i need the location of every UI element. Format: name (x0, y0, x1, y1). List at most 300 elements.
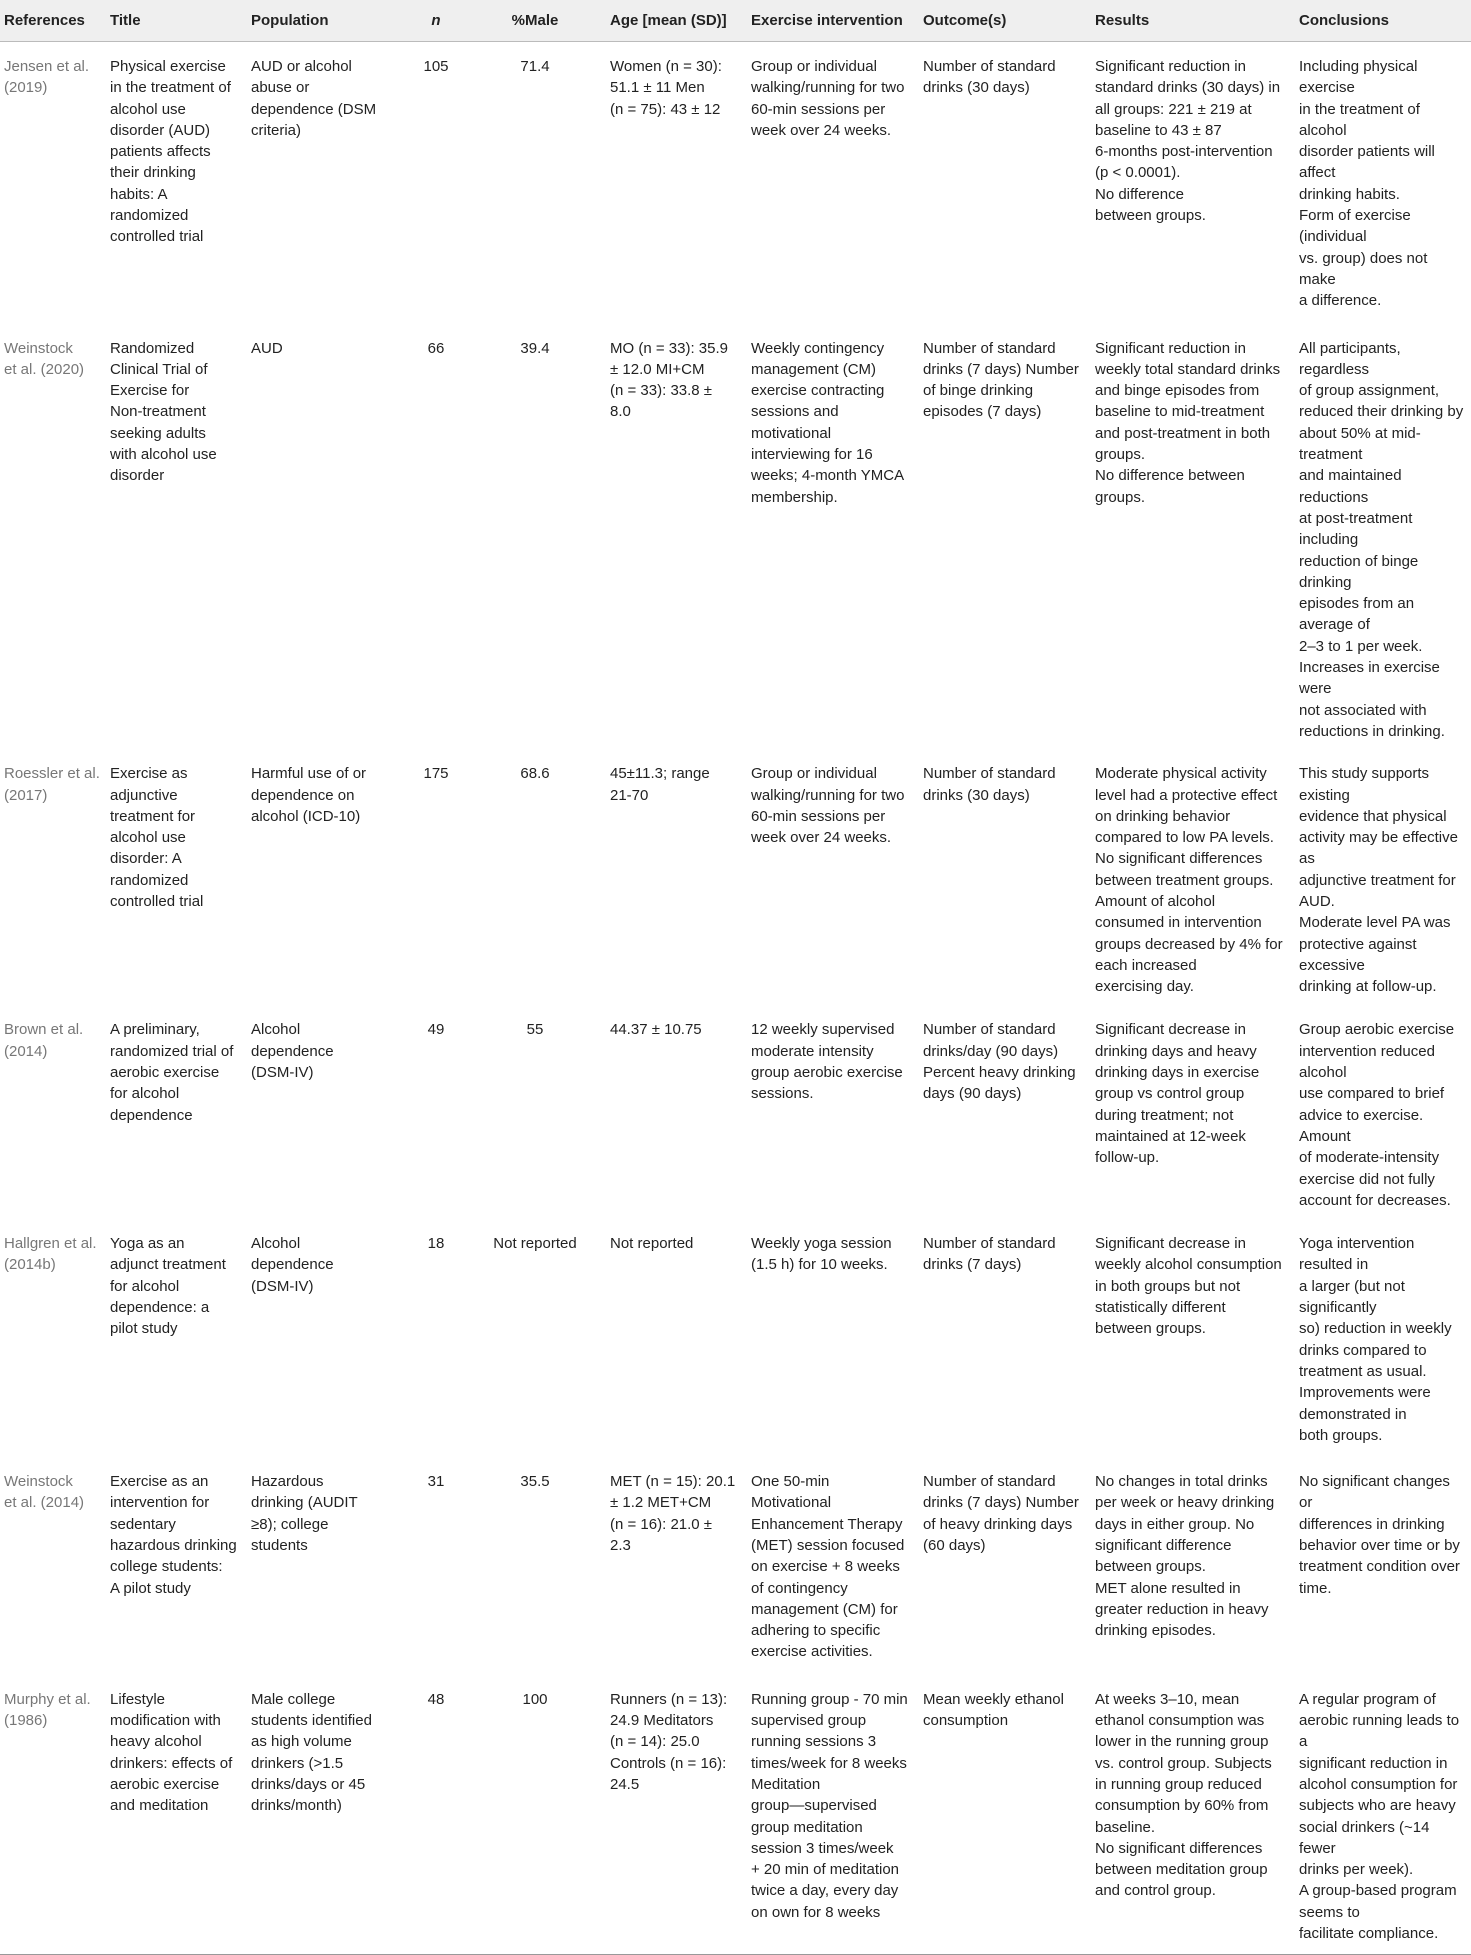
cell-line: hazardous drinking (110, 1537, 237, 1554)
cell-line: heavy alcohol (110, 1733, 202, 1751)
cell-line: and control group. (1095, 1882, 1216, 1900)
cell-age (606, 1005, 747, 1219)
cell-line: drinking habits. (1299, 185, 1400, 203)
cell-line: dependence (110, 1106, 193, 1124)
cell-line: in the treatment of alcohol (1299, 100, 1420, 139)
cell-line: drinks (7 days) Number (923, 360, 1079, 378)
cell-male: 71.4 (520, 58, 550, 75)
cell-line: A pilot study (110, 1579, 191, 1597)
cell-line: No significant changes or (1299, 1473, 1450, 1512)
cell-line: drinkers: effects of (110, 1754, 233, 1772)
cell-line: disorder (AUD) (110, 121, 211, 139)
cell-n: 31 (427, 1473, 445, 1491)
cell-title (106, 1219, 247, 1457)
cell-exercise-intervention (747, 749, 919, 1005)
cell-line: drinks/days or 45 (251, 1775, 366, 1793)
cell-line: significant reduction in (1299, 1754, 1448, 1772)
cell-line: Amount of alcohol (1095, 892, 1216, 910)
cell-line: treatment for (110, 807, 196, 825)
cell-reference (0, 1457, 106, 1675)
cell-line: 21-70 (610, 786, 649, 804)
cell-line: episodes from an average of (1299, 595, 1415, 634)
table-row (0, 324, 1471, 750)
cell-line: sessions and (751, 403, 839, 421)
cell-line: All participants, regardless (1299, 339, 1401, 378)
cell-line: et al. (2014) (4, 1494, 85, 1512)
cell-line: evidence that physical (1299, 807, 1447, 825)
cell-line: moderate intensity (751, 1042, 874, 1060)
cell-exercise-intervention (747, 1675, 919, 1955)
cell-male: 55 (526, 1021, 544, 1039)
cell-line: Yoga intervention resulted in (1299, 1235, 1415, 1274)
cell-line: Not reported (610, 1235, 694, 1253)
cell-line: supervised group (751, 1712, 867, 1730)
cell-line: Yoga as an (110, 1235, 185, 1253)
cell-line: abuse or (251, 79, 310, 97)
cell-male: 39.4 (520, 339, 550, 357)
cell-line: differences in drinking (1299, 1515, 1445, 1533)
cell-line: intervention for (110, 1494, 210, 1512)
cell-line: episodes (7 days) (923, 403, 1042, 421)
cell-line: both groups. (1299, 1426, 1383, 1444)
cell-line: Women (n = 30): (610, 58, 722, 75)
cell-line: seems to (1299, 1903, 1360, 1921)
cell-n: 105 (423, 58, 449, 75)
cell-line: + 20 min of meditation (751, 1861, 900, 1879)
cell-line: 60-min sessions per (751, 807, 886, 825)
cell-title (106, 1457, 247, 1675)
cell-line: for alcohol (110, 1277, 180, 1295)
cell-title (106, 1675, 247, 1955)
cell-line: aerobic running leads to a (1299, 1712, 1460, 1751)
cell-line: Moderate level PA was (1299, 914, 1451, 932)
cell-line: Runners (n = 13): (610, 1690, 728, 1708)
cell-line: each increased (1095, 956, 1197, 974)
cell-line: 45±11.3; range (610, 765, 710, 783)
cell-line: demonstrated in (1299, 1405, 1407, 1423)
cell-line: A group-based program (1299, 1882, 1457, 1900)
cell-line: sessions. (751, 1085, 814, 1103)
cell-line: lower in the running group (1095, 1733, 1269, 1751)
cell-line: groups decreased by 4% for (1095, 935, 1283, 953)
header-conclusions: Conclusions (1295, 0, 1471, 42)
cell-line: Male college (251, 1690, 336, 1708)
cell-line: (2017) (4, 786, 48, 804)
cell-line: et al. (2020) (4, 360, 85, 378)
cell-line: groups. (1095, 446, 1146, 464)
cell-line: and maintained reductions (1299, 467, 1402, 506)
cell-line: week over 24 weeks. (751, 829, 892, 847)
cell-line: group vs control group (1095, 1085, 1245, 1103)
cell-line: in the treatment of (110, 79, 231, 97)
cell-line: disorder (110, 467, 165, 485)
cell-line: No difference (1095, 185, 1184, 203)
cell-line: compared to low PA levels. (1095, 829, 1274, 847)
cell-line: use compared to brief (1299, 1085, 1445, 1103)
cell-line: advice to exercise. Amount (1299, 1106, 1424, 1145)
cell-line: 60-min sessions per (751, 100, 886, 118)
cell-line: baseline to 43 ± 87 (1095, 121, 1222, 139)
cell-line: walking/running for two (751, 786, 905, 804)
cell-line: Group aerobic exercise (1299, 1021, 1455, 1039)
cell-line: Controls (n = 16): (610, 1754, 727, 1772)
cell-population (247, 324, 408, 750)
cell-line: behavior over time or by (1299, 1537, 1460, 1554)
cell-reference (0, 1219, 106, 1457)
cell-line: Number of standard (923, 765, 1056, 783)
cell-line: (n = 14): 25.0 (610, 1733, 700, 1751)
cell-line: Number of standard (923, 58, 1056, 75)
cell-line: adjunctive treatment for (1299, 871, 1456, 889)
cell-line: level had a protective effect (1095, 786, 1278, 804)
cell-results (1091, 42, 1295, 324)
cell-results (1091, 1219, 1295, 1457)
cell-line: management (CM) for (751, 1600, 898, 1618)
cell-line: (2014b) (4, 1256, 56, 1274)
cell-line: of group assignment, (1299, 382, 1440, 400)
cell-line: so) reduction in weekly (1299, 1320, 1452, 1338)
cell-line: and binge episodes from (1095, 382, 1260, 400)
cell-line: drinkers (>1.5 (251, 1754, 344, 1772)
cell-line: between groups. (1095, 1320, 1206, 1338)
cell-line: exercising day. (1095, 978, 1194, 996)
cell-population (247, 42, 408, 324)
cell-line: drinking days in exercise (1095, 1064, 1260, 1082)
cell-line: drinks/day (90 days) (923, 1042, 1059, 1060)
cell-line: Percent heavy drinking (923, 1064, 1076, 1082)
cell-line: Physical exercise (110, 58, 226, 75)
cell-male: 100 (464, 1675, 606, 1955)
cell-line: alcohol (ICD-10) (251, 807, 361, 825)
cell-line: on own for 8 weeks (751, 1903, 881, 1921)
cell-line: as high volume (251, 1733, 352, 1751)
cell-line: (n = 75): 43 ± 12 (610, 100, 721, 118)
cell-title (106, 42, 247, 324)
cell-line: drinking (AUDIT (251, 1494, 358, 1512)
cell-line: exercise activities. (751, 1643, 873, 1661)
table-header-row (0, 0, 1471, 42)
cell-line: activity may be effective as (1299, 829, 1458, 868)
cell-exercise-intervention (747, 42, 919, 324)
cell-line: Group or individual (751, 58, 877, 75)
cell-line: statistically different (1095, 1299, 1226, 1317)
cell-line: No significant differences (1095, 1839, 1263, 1857)
cell-outcomes (919, 324, 1091, 750)
cell-line: between groups. (1095, 1558, 1206, 1576)
cell-line: aerobic exercise (110, 1064, 220, 1082)
cell-line: Murphy et al. (4, 1690, 91, 1708)
cell-line: Increases in exercise were (1299, 659, 1440, 698)
cell-line: of contingency (751, 1579, 848, 1597)
cell-line: adjunct treatment (110, 1256, 226, 1274)
cell-line: Alcohol (251, 1235, 301, 1253)
cell-line: disorder patients will affect (1299, 143, 1435, 182)
cell-line: 24.5 (610, 1775, 640, 1793)
cell-line: 8.0 (610, 403, 631, 421)
cell-male: 35.5 (520, 1473, 550, 1491)
cell-line: during treatment; not (1095, 1106, 1234, 1124)
cell-line: and post-treatment in both (1095, 424, 1271, 442)
cell-line: a larger (but not significantly (1299, 1277, 1405, 1317)
cell-line: Form of exercise (individual (1299, 207, 1411, 246)
cell-line: of moderate-intensity (1299, 1149, 1440, 1167)
cell-line: (1.5 h) for 10 weeks. (751, 1256, 888, 1274)
cell-line: drinking episodes. (1095, 1622, 1216, 1640)
cell-line: drinking at follow-up. (1299, 978, 1437, 996)
cell-line: alcohol use (110, 829, 186, 847)
cell-line: times/week for 8 weeks (751, 1754, 907, 1772)
cell-line: This study supports existing (1299, 765, 1430, 804)
cell-line: group—supervised (751, 1797, 877, 1815)
cell-line: dependence (251, 1256, 334, 1274)
cell-line: Weekly contingency (751, 339, 885, 357)
cell-line: (MET) session focused (751, 1537, 905, 1554)
cell-age (606, 1457, 747, 1675)
cell-line: One 50-min (751, 1473, 830, 1491)
cell-exercise-intervention (747, 1457, 919, 1675)
cell-reference (0, 1675, 106, 1955)
cell-line: twice a day, every day (751, 1882, 899, 1900)
cell-line: Number of standard (923, 1235, 1056, 1253)
cell-line: Jensen et al. (4, 58, 90, 75)
cell-population (247, 749, 408, 1005)
cell-line: A preliminary, (110, 1021, 200, 1039)
cell-line: ≥8); college (251, 1515, 329, 1533)
cell-line: Clinical Trial of (110, 360, 208, 378)
cell-line: per week or heavy drinking (1095, 1494, 1275, 1512)
cell-outcomes (919, 749, 1091, 1005)
cell-line: a difference. (1299, 292, 1382, 310)
cell-line: protective against excessive (1299, 935, 1417, 974)
cell-line: consumption (923, 1712, 1009, 1730)
cell-line: management (CM) (751, 360, 877, 378)
cell-line: Hazardous (251, 1473, 324, 1491)
cell-line: randomized trial of (110, 1042, 234, 1060)
cell-line: (n = 33): 33.8 ± (610, 382, 713, 400)
cell-line: dependence on (251, 786, 355, 804)
cell-line: Moderate physical activity (1095, 765, 1267, 783)
cell-line: drinks/month) (251, 1797, 342, 1815)
header-outcomes: Outcome(s) (919, 0, 1091, 42)
cell-line: Randomized (110, 339, 195, 357)
cell-results (1091, 1005, 1295, 1219)
cell-line: Exercise for (110, 382, 190, 400)
cell-line: (1986) (4, 1712, 48, 1730)
cell-line: adjunctive (110, 786, 178, 804)
cell-line: Roessler et al. (4, 765, 100, 783)
cell-outcomes (919, 1675, 1091, 1955)
cell-outcomes (919, 1005, 1091, 1219)
cell-line: treatment condition over (1299, 1558, 1460, 1576)
cell-line: follow-up. (1095, 1149, 1160, 1167)
cell-n: 48 (408, 1675, 464, 1955)
cell-line: baseline. (1095, 1818, 1156, 1836)
cell-line: AUD. (1299, 892, 1335, 910)
cell-population (247, 1457, 408, 1675)
cell-line: alcohol consumption for (1299, 1775, 1458, 1793)
cell-line: A regular program of (1299, 1690, 1436, 1708)
cell-conclusions (1295, 1219, 1471, 1457)
cell-line: adhering to specific (751, 1622, 881, 1640)
cell-line: consumed in intervention (1095, 914, 1262, 932)
cell-line: Significant decrease in (1095, 1021, 1246, 1039)
table-row (0, 1005, 1471, 1219)
cell-line: 2–3 to 1 per week. (1299, 637, 1423, 655)
cell-line: membership. (751, 488, 838, 506)
cell-n: 175 (423, 765, 449, 783)
cell-line: walking/running for two (751, 79, 905, 97)
table-row (0, 1219, 1471, 1457)
cell-line: Mean weekly ethanol (923, 1690, 1064, 1708)
cell-population (247, 1005, 408, 1219)
cell-line: maintained at 12-week (1095, 1127, 1246, 1145)
header-exercise-intervention: Exercise intervention (747, 0, 919, 42)
cell-line: about 50% at mid-treatment (1299, 424, 1421, 464)
cell-line: alcohol use (110, 100, 186, 118)
cell-line: Including physical exercise (1299, 58, 1418, 97)
cell-line: (n = 16): 21.0 ± (610, 1515, 713, 1533)
cell-line: for alcohol (110, 1085, 180, 1103)
cell-conclusions (1295, 1457, 1471, 1675)
cell-line: treatment as usual. (1299, 1362, 1427, 1380)
cell-age (606, 1675, 747, 1955)
cell-line: between treatment groups. (1095, 871, 1274, 889)
cell-line: criteria) (251, 121, 302, 139)
cell-title (106, 749, 247, 1005)
cell-line: Number of standard (923, 1473, 1056, 1491)
cell-line: controlled trial (110, 228, 204, 246)
cell-line: students identified (251, 1712, 372, 1730)
cell-line: group aerobic exercise (751, 1064, 903, 1082)
cell-line: exercise did not fully (1299, 1170, 1435, 1188)
cell-line: days in either group. No (1095, 1515, 1255, 1533)
cell-line: in both groups but not (1095, 1277, 1241, 1295)
cell-line: controlled trial (110, 892, 204, 910)
cell-line: Brown et al. (4, 1021, 84, 1039)
cell-line: exercise contracting (751, 382, 885, 400)
cell-exercise-intervention (747, 324, 919, 750)
cell-line: (p < 0.0001). (1095, 164, 1181, 182)
cell-line: 2.3 (610, 1537, 631, 1554)
cell-male: 68.6 (520, 765, 550, 783)
cell-line: Enhancement Therapy (751, 1515, 903, 1533)
cell-line: vs. group) does not make (1299, 249, 1428, 288)
cell-line: weeks; 4-month YMCA (751, 467, 905, 485)
cell-line: in running group reduced (1095, 1775, 1262, 1793)
cell-line: (60 days) (923, 1537, 986, 1554)
header-male: %Male (464, 0, 606, 42)
cell-line: disorder: A (110, 850, 182, 868)
cell-line: 24.9 Meditators (610, 1712, 714, 1730)
cell-line: sedentary (110, 1515, 176, 1533)
cell-age (606, 324, 747, 750)
cell-line: students (251, 1537, 308, 1554)
cell-line: standard drinks (30 days) in (1095, 79, 1281, 97)
cell-line: of binge drinking (923, 382, 1034, 400)
cell-line: (2019) (4, 79, 48, 97)
cell-line: facilitate compliance. (1299, 1925, 1439, 1943)
cell-line: Motivational (751, 1494, 832, 1512)
cell-title (106, 324, 247, 750)
cell-line: Weinstock (4, 339, 73, 357)
cell-line: No changes in total drinks (1095, 1473, 1268, 1491)
cell-n: 66 (427, 339, 445, 357)
cell-line: Significant decrease in (1095, 1235, 1246, 1253)
cell-age (606, 749, 747, 1005)
cell-line: MO (n = 33): 35.9 (610, 339, 728, 357)
cell-title (106, 1005, 247, 1219)
cell-line: reductions in drinking. (1299, 722, 1445, 740)
cell-n: 49 (427, 1021, 445, 1039)
header-results: Results (1091, 0, 1295, 42)
cell-line: between groups. (1095, 207, 1206, 225)
cell-n: 18 (427, 1235, 445, 1253)
cell-line: ± 12.0 MI+CM (610, 360, 705, 378)
cell-line: weekly alcohol consumption (1095, 1256, 1282, 1274)
cell-line: Lifestyle (110, 1690, 166, 1708)
cell-line: Hallgren et al. (4, 1235, 97, 1253)
cell-line: drinks (30 days) (923, 79, 1030, 97)
cell-line: vs. control group. Subjects (1095, 1754, 1272, 1772)
cell-line: dependence: a (110, 1299, 210, 1317)
cell-reference (0, 749, 106, 1005)
cell-line: baseline to mid-treatment (1095, 403, 1265, 421)
cell-line: MET (n = 15): 20.1 (610, 1473, 736, 1491)
cell-outcomes (919, 1457, 1091, 1675)
table-row (0, 1675, 1471, 1955)
cell-conclusions (1295, 42, 1471, 324)
cell-line: aerobic exercise (110, 1775, 220, 1793)
cell-line: Running group - 70 min (751, 1690, 908, 1708)
cell-line: pilot study (110, 1320, 178, 1338)
cell-line: Number of standard (923, 1021, 1056, 1039)
cell-age (606, 1219, 747, 1457)
cell-line: Exercise as an (110, 1473, 209, 1491)
cell-line: college students: (110, 1558, 223, 1576)
cell-line: (2014) (4, 1042, 48, 1060)
cell-line: Significant reduction in (1095, 58, 1246, 75)
cell-line: with alcohol use (110, 446, 217, 464)
cell-line: Number of standard (923, 339, 1056, 357)
cell-line: Significant reduction in (1095, 339, 1246, 357)
cell-line: Group or individual (751, 765, 877, 783)
table-row (0, 42, 1471, 324)
cell-results (1091, 749, 1295, 1005)
cell-line: groups. (1095, 488, 1146, 506)
cell-line: session 3 times/week (751, 1839, 894, 1857)
cell-line: Harmful use of or (251, 765, 367, 783)
cell-exercise-intervention (747, 1005, 919, 1219)
cell-outcomes (919, 42, 1091, 324)
cell-line: not associated with (1299, 701, 1427, 719)
cell-line: 44.37 ± 10.75 (610, 1021, 702, 1039)
cell-line: 51.1 ± 11 Men (610, 79, 705, 97)
cell-line: seeking adults (110, 424, 206, 442)
cell-reference (0, 42, 106, 324)
cell-line: 6-months post-intervention (1095, 143, 1273, 161)
cell-line: Weinstock (4, 1473, 73, 1491)
cell-line: on exercise + 8 weeks (751, 1558, 900, 1576)
cell-line: Improvements were (1299, 1384, 1431, 1402)
cell-line: of heavy drinking days (923, 1515, 1073, 1533)
cell-line: days (90 days) (923, 1085, 1022, 1103)
cell-reference (0, 324, 106, 750)
cell-outcomes (919, 1219, 1091, 1457)
cell-line: between meditation group (1095, 1861, 1268, 1879)
cell-line: randomized (110, 207, 189, 225)
cell-conclusions (1295, 324, 1471, 750)
header-references: References (0, 0, 106, 42)
